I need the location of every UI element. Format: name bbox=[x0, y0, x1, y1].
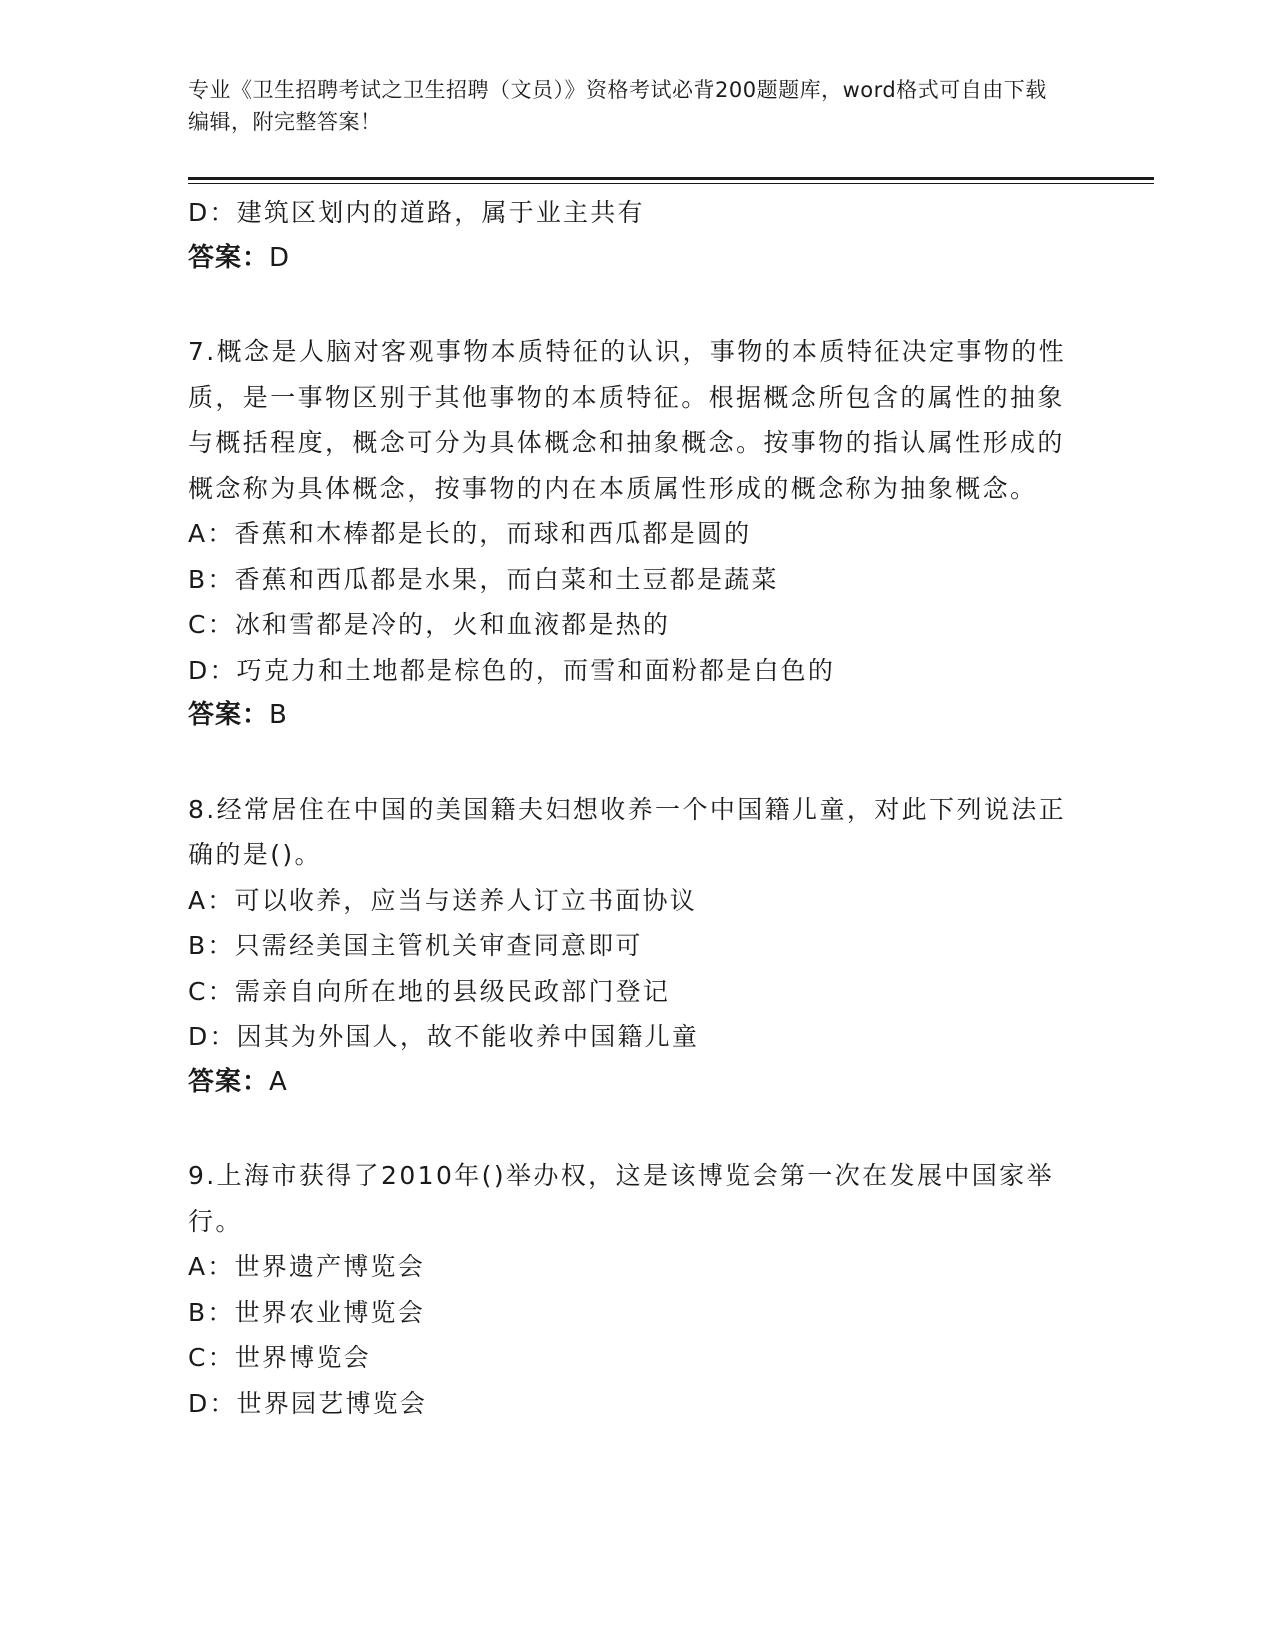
document-body bbox=[188, 190, 1068, 1426]
option-a: A：可以收养，应当与送养人订立书面协议 bbox=[188, 885, 697, 915]
answer-value: D bbox=[269, 242, 291, 273]
option-b: B：世界农业博览会 bbox=[188, 1297, 425, 1327]
question-9 bbox=[188, 1153, 1068, 1426]
option-d: D：因其为外国人，故不能收养中国籍儿童 bbox=[188, 1022, 700, 1051]
question-text: 7.概念是人脑对客观事物本质特征的认识，事物的本质特征决定事物的性质，是一事物区别于其他事物的本质特征。根据概念所包含的属性的抽象与概括程度，概念可分为具体概念和抽象概念。按事物的指认属性形成的概念称为具体概念，按事物的内在本质属性形成的概念称为抽象概念。 bbox=[188, 337, 1067, 503]
option-d: D：巧克力和土地都是棕色的，而雪和面粉都是白色的 bbox=[188, 655, 836, 685]
option-a: A：香蕉和木棒都是长的，而球和西瓜都是圆的 bbox=[188, 519, 752, 548]
header-rule-thick bbox=[188, 177, 1154, 180]
header-rule-thin bbox=[188, 183, 1154, 184]
question-7 bbox=[188, 329, 1068, 739]
question-8 bbox=[188, 787, 1068, 1106]
option-b: B：香蕉和西瓜都是水果，而白菜和土豆都是蔬菜 bbox=[188, 564, 779, 594]
answer-label: 答案： bbox=[188, 242, 270, 273]
option-d: D：世界园艺博览会 bbox=[188, 1388, 428, 1418]
answer-line bbox=[188, 1060, 1068, 1106]
answer-value: B bbox=[269, 700, 288, 730]
question-text: 8.经常居住在中国的美国籍夫妇想收养一个中国籍儿童，对此下列说法正确的是()。 bbox=[188, 794, 1067, 869]
option-c: C：冰和雪都是冷的，火和血液都是热的 bbox=[188, 610, 671, 639]
option-c: C：世界博览会 bbox=[188, 1343, 371, 1372]
option-d: D：建筑区划内的道路，属于业主共有 bbox=[188, 198, 645, 227]
option-b: B：只需经美国主管机关审查同意即可 bbox=[188, 931, 643, 960]
option-a: A：世界遗产博览会 bbox=[188, 1252, 425, 1281]
answer-label: 答案： bbox=[188, 700, 270, 730]
document-header: 专业《卫生招聘考试之卫生招聘（文员）》资格考试必背200题题库，word格式可自由下载编辑，附完整答案！ bbox=[188, 78, 1047, 134]
answer-line bbox=[188, 236, 1068, 282]
option-c: C：需亲自向所在地的县级民政部门登记 bbox=[188, 976, 671, 1006]
answer-label: 答案： bbox=[188, 1066, 270, 1097]
answer-value: A bbox=[269, 1066, 288, 1097]
answer-line bbox=[188, 693, 1068, 739]
question-text: 9.上海市获得了2010年()举办权，这是该博览会第一次在发展中国家举行。 bbox=[188, 1161, 1054, 1236]
